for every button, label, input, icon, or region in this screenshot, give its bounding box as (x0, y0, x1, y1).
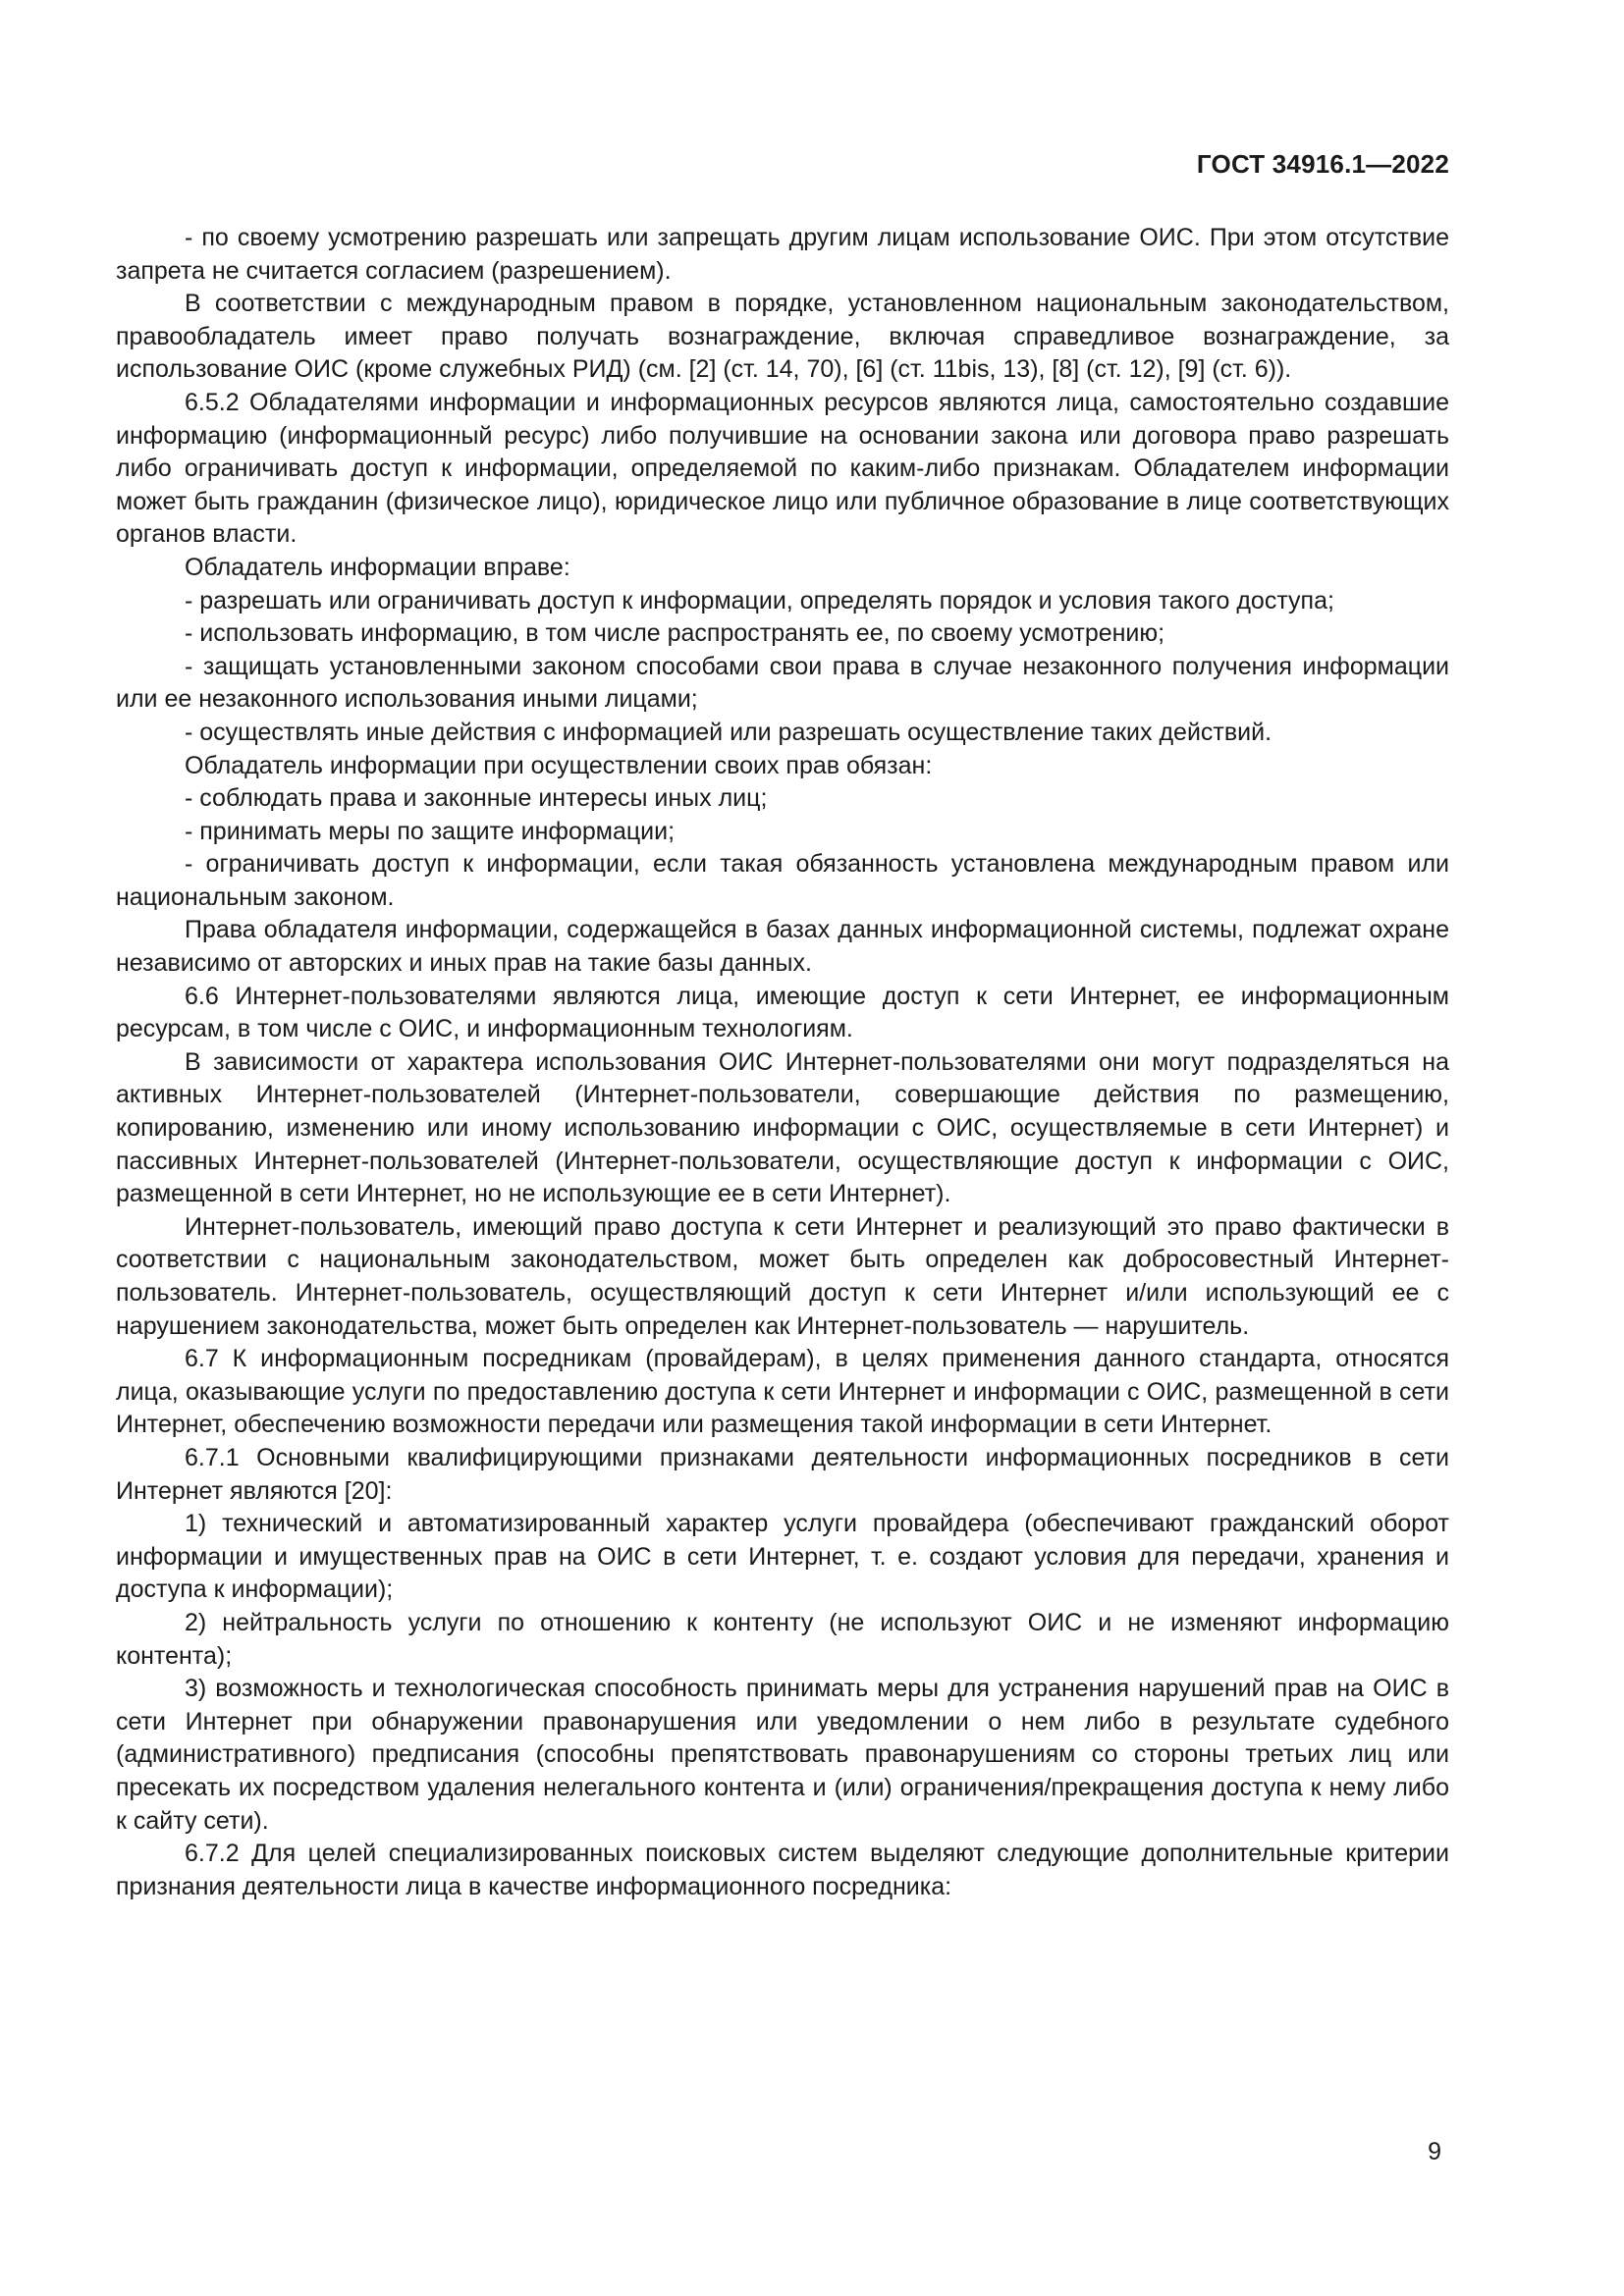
paragraph: 6.7.1 Основными квалифицирующими признаками деятельности информационных посредников в сети Интернет являются [20]: (116, 1443, 1449, 1505)
paragraph: - ограничивать доступ к информации, если такая обязанность установлена международным правом или национальным законом. (116, 850, 1449, 911)
paragraph: - принимать меры по защите информации; (185, 817, 676, 845)
paragraph: 6.5.2 Обладателями информации и информационных ресурсов являются лица, самостоятельно создавшие информацию (информационный ресурс) либо получившие на основании закона или договора право разрешать либо ограничивать доступ к информации, определяемой по каким-либо признакам. Обладателем информации может быть гражданин (физическое лицо), юридическое лицо или публичное образование в лице соответствующих органов власти. (116, 388, 1449, 549)
paragraph: - защищать установленными законом способами свои права в случае незаконного получения информации или ее незаконного использования иными лицами; (116, 652, 1449, 714)
paragraph: - разрешать или ограничивать доступ к информации, определять порядок и условия такого доступа; (185, 586, 1334, 614)
paragraph: 6.7.2 Для целей специализированных поисковых систем выделяют следующие дополнительные критерии признания деятельности лица в качестве информационного посредника: (116, 1840, 1449, 1900)
paragraph: 1) технический и автоматизированный характер услуги провайдера (обеспечивают гражданский оборот информации и имущественных прав на ОИС в сети Интернет, т. е. создают условия для передачи, хранения и доступа к информации); (116, 1510, 1449, 1604)
paragraph: - использовать информацию, в том числе распространять ее, по своему усмотрению; (185, 619, 1165, 648)
paragraph: - соблюдать права и законные интересы иных лиц; (185, 784, 768, 813)
page-number: 9 (1428, 2138, 1441, 2165)
paragraph: 3) возможность и технологическая способность принимать меры для устранения нарушений прав на ОИС в сети Интернет при обнаружении правонарушения или уведомлении о нем либо в результате судебного (административного) предписания (способны препятствовать правонарушениям со стороны третьих лиц или пресекать их посредством удаления нелегального контента и (или) ограничения/прекращения доступа к нему либо к сайту сети). (116, 1675, 1449, 1835)
paragraph: - по своему усмотрению разрешать или запрещать другим лицам использование ОИС. При этом отсутствие запрета не считается согласием (разрешением). (116, 224, 1449, 285)
standard-designation: ГОСТ 34916.1—2022 (1196, 149, 1449, 179)
paragraph: В зависимости от характера использования ОИС Интернет-пользователями они могут подразделяться на активных Интернет-пользователей (Интернет-пользователи, совершающие действия по размещению, копированию, изменению или иному использованию информации с ОИС, осуществляемые в сети Интернет) и пассивных Интернет-пользователей (Интернет-пользователи, осуществляющие доступ к информации с ОИС, размещенной в сети Интернет, но не использующие ее в сети Интернет). (116, 1047, 1449, 1208)
paragraph: Права обладателя информации, содержащейся в базах данных информационной системы, подлежат охране независимо от авторских и иных прав на такие базы данных. (116, 916, 1449, 978)
paragraph: В соответствии с международным правом в порядке, установленном национальным законодательством, правообладатель имеет право получать вознаграждение, включая справедливое вознаграждение, за использование ОИС (кроме служебных РИД) (см. [2] (ст. 14, 70), [6] (ст. 11bis, 13), [8] (ст. 12), [9] (ст. 6)). (116, 290, 1449, 384)
paragraph: Интернет-пользователь, имеющий право доступа к сети Интернет и реализующий это право фактически в соответствии с национальным законодательством, может быть определен как добросовестный Интернет-пользователь. Интернет-пользователь, осуществляющий доступ к сети Интернет и/или использующий ее с нарушением законодательства, может быть определен как Интернет-пользователь — нарушитель. (116, 1212, 1449, 1340)
paragraph: 2) нейтральность услуги по отношению к контенту (не используют ОИС и не изменяют информацию контента); (116, 1608, 1449, 1670)
paragraph: Обладатель информации при осуществлении своих прав обязан: (185, 751, 933, 779)
paragraph: - осуществлять иные действия с информацией или разрешать осуществление таких действий. (185, 718, 1272, 746)
paragraph: 6.6 Интернет-пользователями являются лица, имеющие доступ к сети Интернет, ее информационным ресурсам, в том числе с ОИС, и информационным технологиям. (116, 982, 1449, 1043)
paragraph: 6.7 К информационным посредникам (провайдерам), в целях применения данного стандарта, относятся лица, оказывающие услуги по предоставлению доступа к сети Интернет и информации с ОИС, размещенной в сети Интернет, обеспечению возможности передачи или размещения такой информации в сети Интернет. (116, 1345, 1449, 1439)
body-text (116, 222, 1449, 1903)
paragraph: Обладатель информации вправе: (185, 553, 570, 581)
